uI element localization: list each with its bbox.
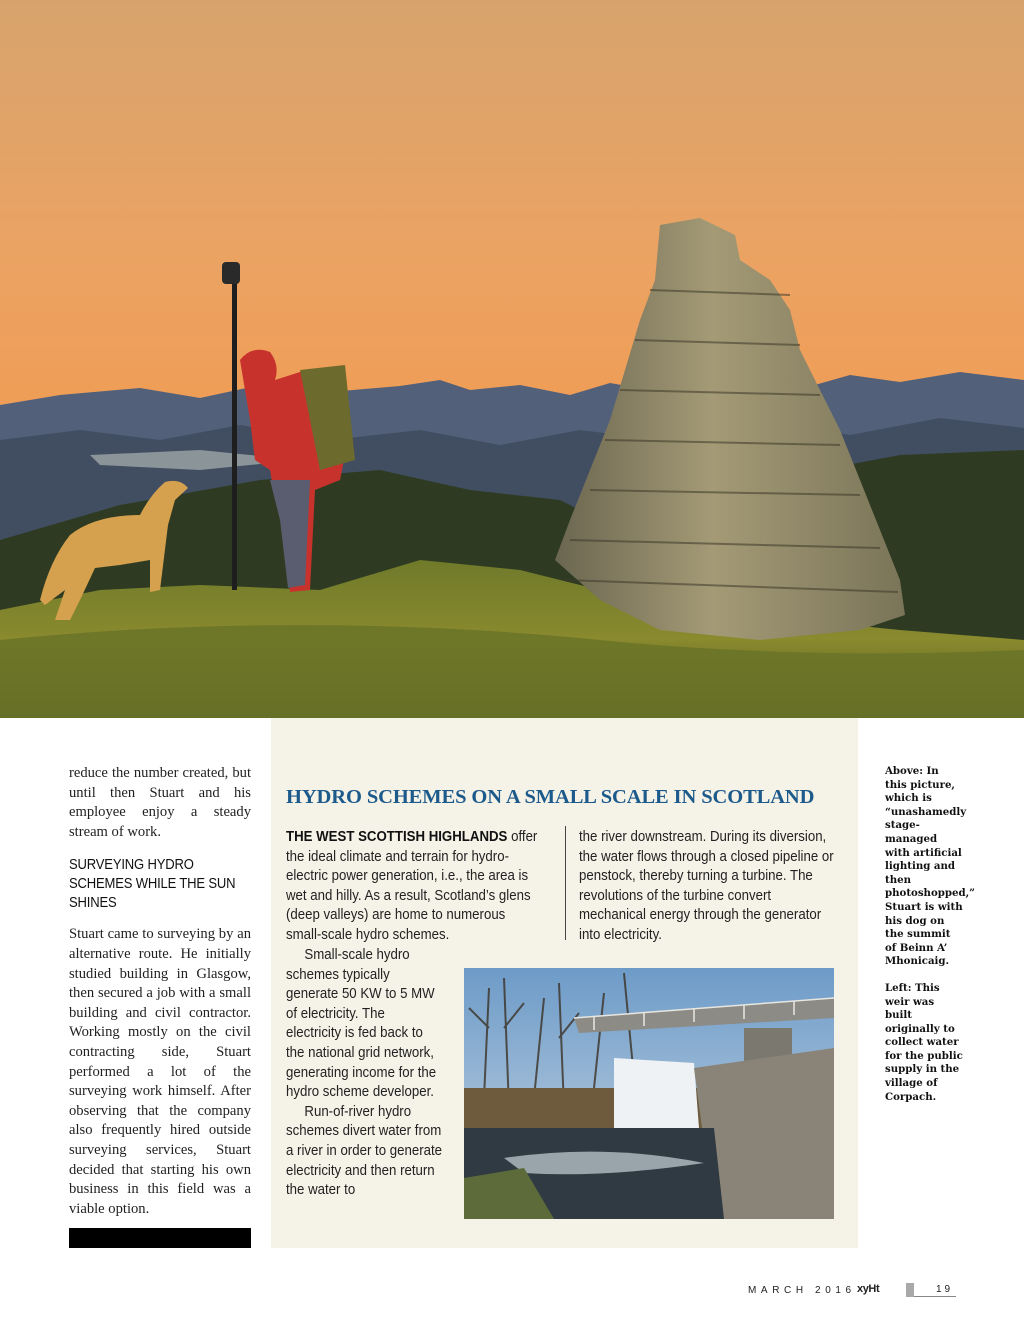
footer-rule <box>914 1296 956 1297</box>
section-subhead: SURVEYING HYDRO SCHEMES WHILE THE SUN SHINES <box>69 857 236 912</box>
column-divider <box>565 826 566 940</box>
sidebar-title: HYDRO SCHEMES ON A SMALL SCALE IN SCOTLAND <box>286 786 815 808</box>
sidebar-para2: Small-scale hydro schemes typically generate 50 KW to 5 MW of electricity. The electricity is fed back to the national grid network, generating income for the hydro scheme developer. <box>286 947 437 1101</box>
body-paragraph: Stuart came to surveying by an alternative route. He initially studied building in Glasgow, then secured a job with a small building and civil contractor. Working mostly on the civil contracting side, Stuart performed a lot of the surveying work himself. After observing that the company also frequently hired outside surveying services, Stuart decided that starting his own business in this field was a viable option. <box>69 926 251 1217</box>
sidebar-box <box>271 718 858 1248</box>
photo-caption <box>885 765 976 1104</box>
sidebar-para1: offer the ideal climate and terrain for hydro-electric power generation, i.e., the area is wet and hilly. As a result, Scotland’s glens (deep valleys) are home to numerous small-scale hydro schemes. <box>286 829 538 943</box>
intro-paragraph: reduce the number created, but until then Stuart and his employee enjoy a steady stream of work. <box>69 765 251 840</box>
left-column <box>69 764 251 1219</box>
sidebar-column-1 <box>286 828 544 946</box>
caption-left: Left: This weir was built originally to collect water for the public supply in the village of Corpach. <box>885 981 963 1103</box>
footer-grey-block <box>906 1283 914 1297</box>
sidebar-para3: Run-of-river hydro schemes divert water from a river in order to generate electricity and then return the water to <box>286 1103 443 1199</box>
weir-illustration <box>464 968 834 1219</box>
page-number: 19 <box>936 1284 954 1295</box>
issue-date: MARCH 2016 <box>748 1285 856 1296</box>
magazine-brand: xyHt <box>857 1283 880 1295</box>
gnss-receiver <box>222 262 240 284</box>
waterfall <box>614 1058 699 1128</box>
sidebar-column-2: the river downstream. During its diversion, the water flows through a closed pipeline or penstock, thereby turning a turbine. The revolutions of the turbine convert mechanical energy through the generator into electricity. <box>579 829 834 943</box>
caption-above: Above: In this picture, which is “unashamedly stage-managed with artificial lighting and then photoshopped,” Stuart is with his dog on the summit of Beinn A’ Mhonicaig. <box>885 765 976 968</box>
sidebar-lead: THE WEST SCOTTISH HIGHLANDS <box>286 829 508 845</box>
sidebar-column-1-lower <box>286 946 442 1201</box>
survey-pole <box>232 275 237 590</box>
black-bar <box>69 1228 251 1248</box>
weir-photo <box>464 968 834 1219</box>
